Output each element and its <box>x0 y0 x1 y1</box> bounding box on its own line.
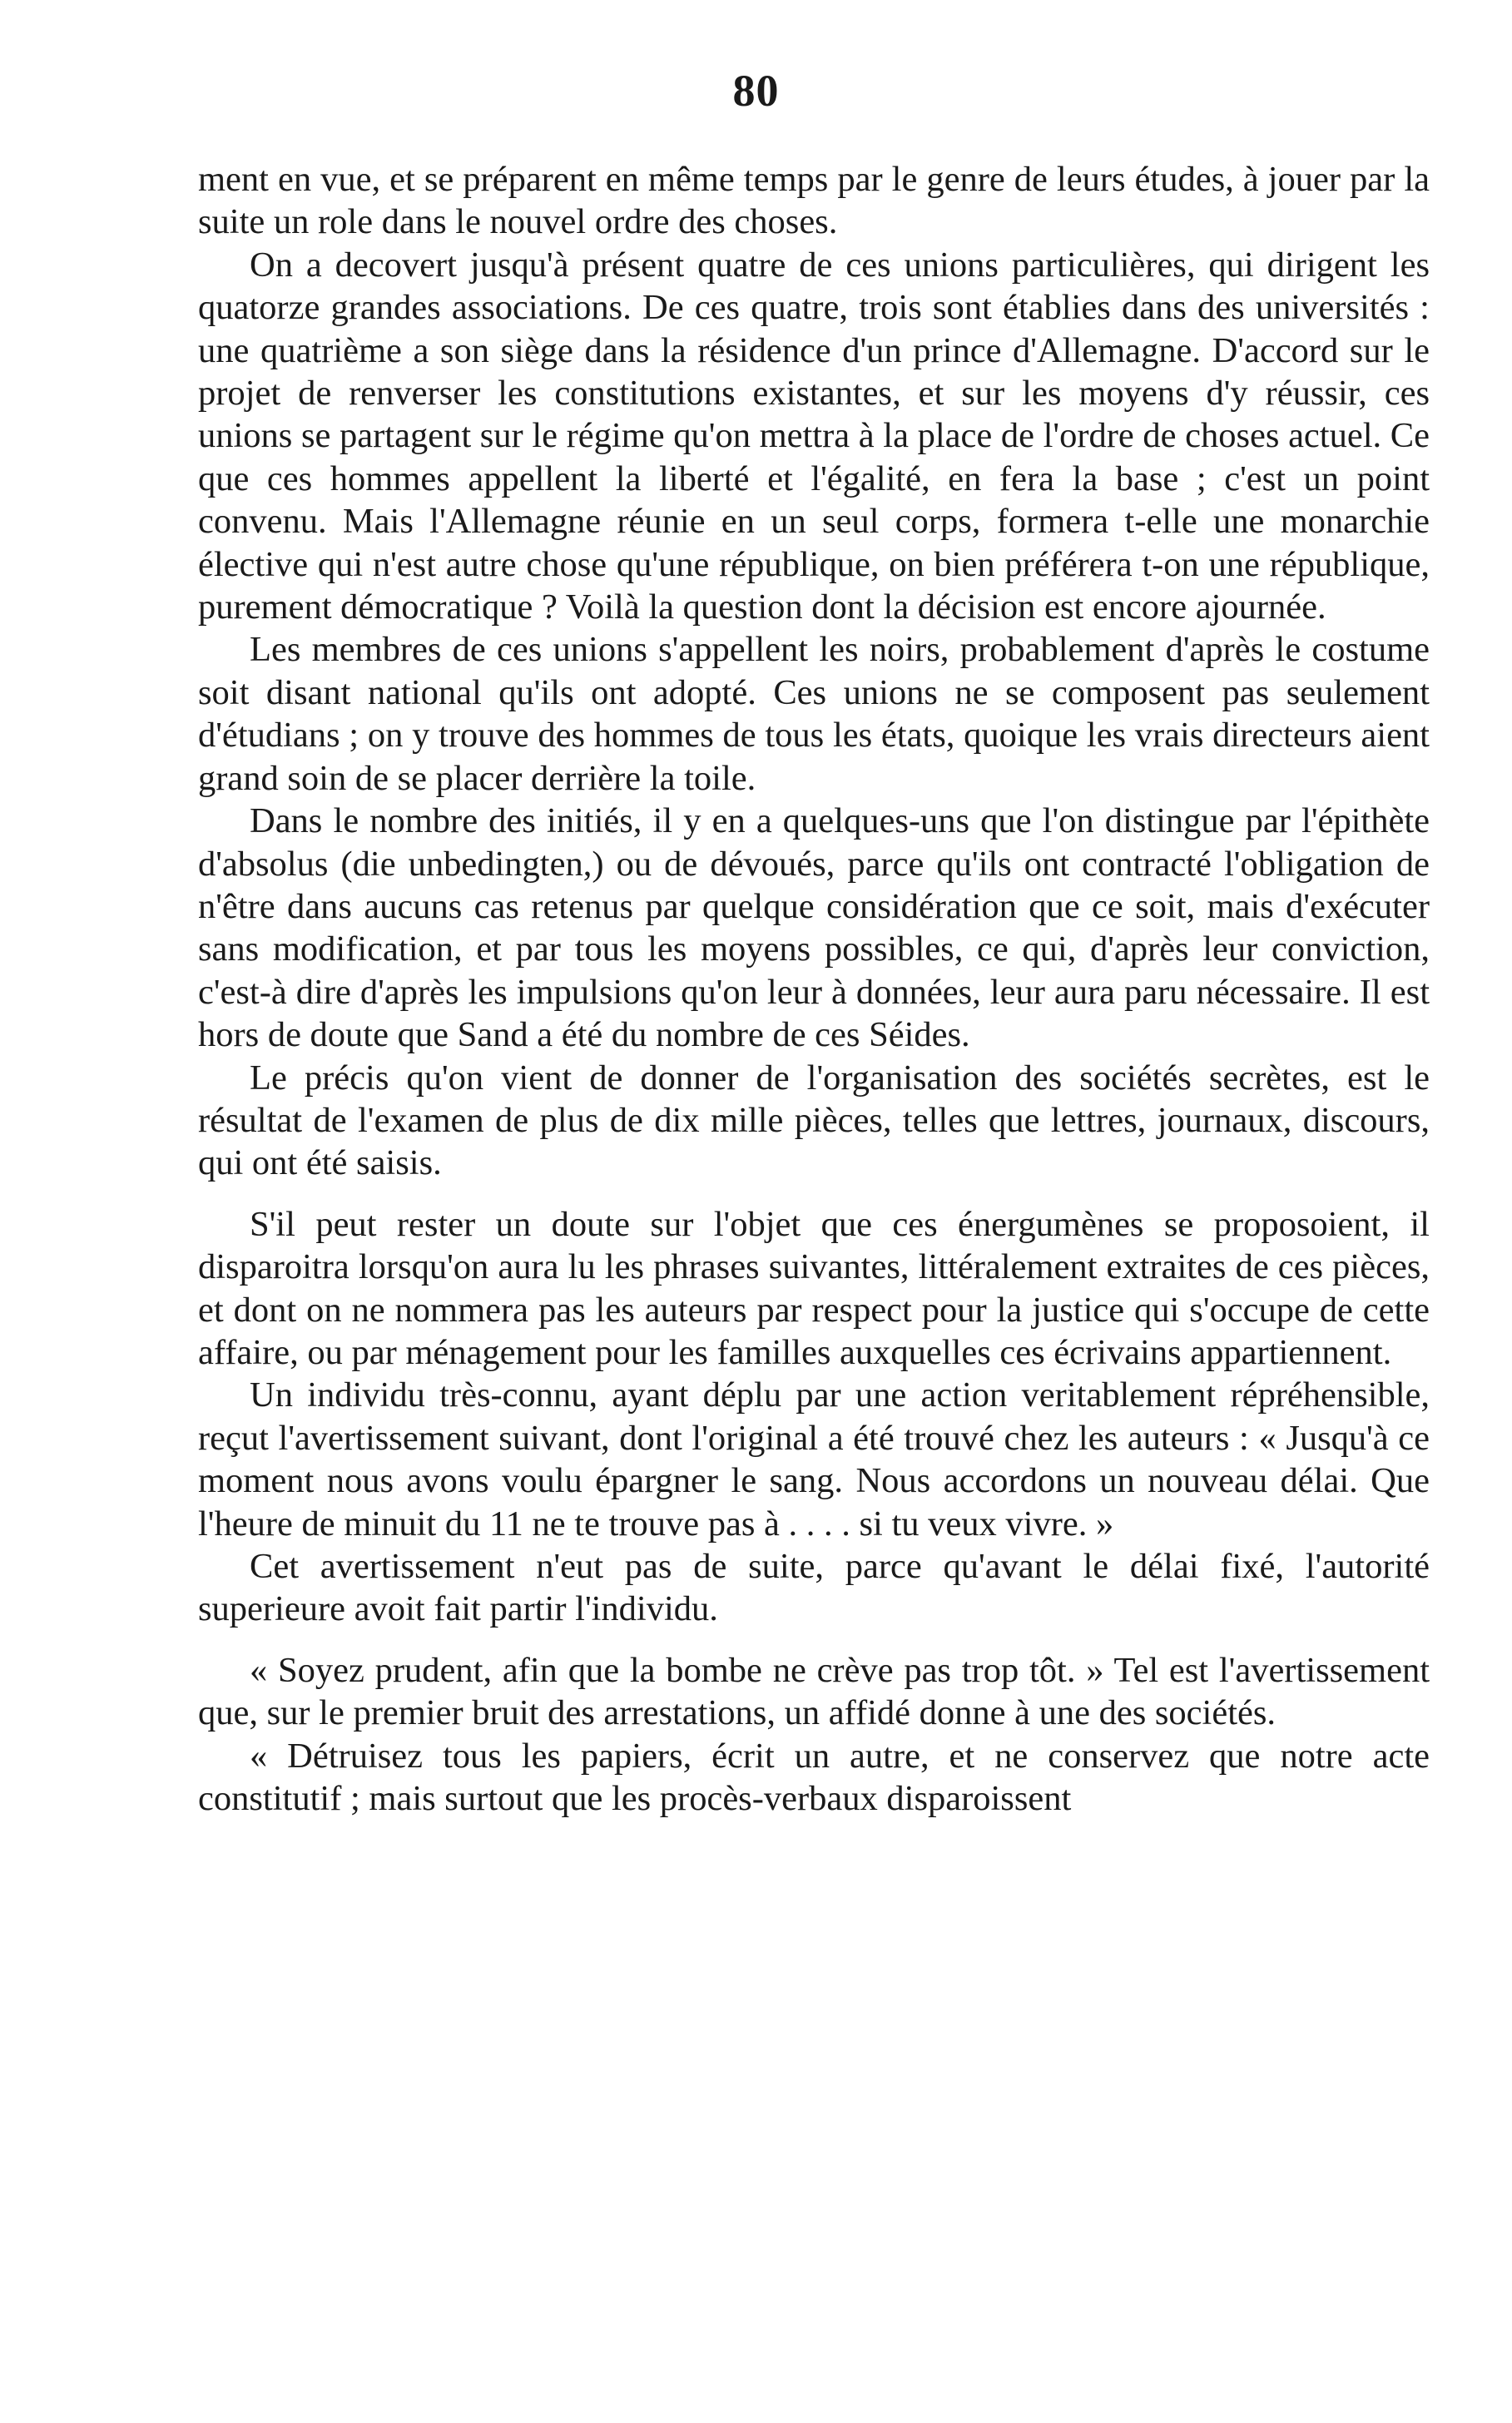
paragraph-doubt: S'il peut rester un doute sur l'objet que ces énergumènes se proposoient, il disparoitra lorsqu'on aura lu les phrases suivantes, littéralement extraites de ces pièces, et dont on ne nommera pas les auteurs par respect pour la justice qui s'occupe de cette affaire, ou par ménagement pour les familles auxquelles ces écrivains appartiennent. <box>198 1204 1430 1372</box>
paragraph-precis: Le précis qu'on vient de donner de l'organisation des sociétés secrètes, est le résultat de l'examen de plus de dix mille pièces, telles que lettres, journaux, discours, qui ont été saisis. <box>198 1058 1430 1183</box>
paragraph-continuation: ment en vue, et se préparent en même temps par le genre de leurs études, à jouer par la suite un role dans le nouvel ordre des choses. <box>198 160 1430 242</box>
paragraph-unions: On a decovert jusqu'à présent quatre de ces unions particulières, qui dirigent les quatorze grandes associations. De ces quatre, trois sont établies dans des universités : une quatrième a son siège dans la résidence d'un prince d'Allemagne. D'accord sur le projet de renverser les constitutions existantes, et sur les moyens d'y réussir, ces unions se partagent sur le régime qu'on mettra à la place de l'ordre de choses actuel. Ce que ces hommes appellent la liberté et l'égalité, en fera la base ; c'est un point convenu. Mais l'Allemagne réunie en un seul corps, formera t-elle une monarchie élective qui n'est autre chose qu'une république, on bien préférera t-on une république, purement démocratique ? Voilà la question dont la décision est encore ajournée. <box>198 245 1430 627</box>
paragraph-no-effect: Cet avertissement n'eut pas de suite, parce qu'avant le délai fixé, l'autorité superieure avoit fait partir l'individu. <box>198 1547 1430 1629</box>
paragraph-warning: Un individu très-connu, ayant déplu par une action veritablement répréhensible, reçut l'avertissement suivant, dont l'original a été trouvé chez les auteurs : « Jusqu'à ce moment nous avons voulu épargner le sang. Nous accordons un nouveau délai. Que l'heure de minuit du 11 ne te trouve pas à . . . . si tu veux vivre. » <box>198 1375 1430 1543</box>
paragraph-initiates: Dans le nombre des initiés, il y en a quelques-uns que l'on distingue par l'épithète d'absolus (die unbedingten,) ou de dévoués, parce qu'ils ont contracté l'obligation de n'être dans aucuns cas retenus par quelque considération que ce soit, mais d'exécuter sans modification, et par tous les moyens possibles, ce qui, d'après leur conviction, c'est-à dire d'après les impulsions qu'on leur à données, leur aura paru nécessaire. Il est hors de doute que Sand a été du nombre de ces Séides. <box>198 801 1430 1055</box>
paragraph-destroy-quote: « Détruisez tous les papiers, écrit un autre, et ne conservez que notre acte constitutif ; mais surtout que les procès-verbaux disparoissent <box>198 1736 1430 1819</box>
paragraph-bomb-quote: « Soyez prudent, afin que la bombe ne crève pas trop tôt. » Tel est l'avertissement que, sur le premier bruit des arrestations, un affidé donne à une des sociétés. <box>198 1650 1430 1733</box>
body-text <box>198 158 1430 1820</box>
paragraph-members: Les membres de ces unions s'appellent les noirs, probablement d'après le costume soit disant national qu'ils ont adopté. Ces unions ne se composent pas seulement d'étudians ; on y trouve des hommes de tous les états, quoique les vrais directeurs aient grand soin de se placer derrière la toile. <box>198 630 1430 798</box>
page-number: 80 <box>732 66 780 116</box>
